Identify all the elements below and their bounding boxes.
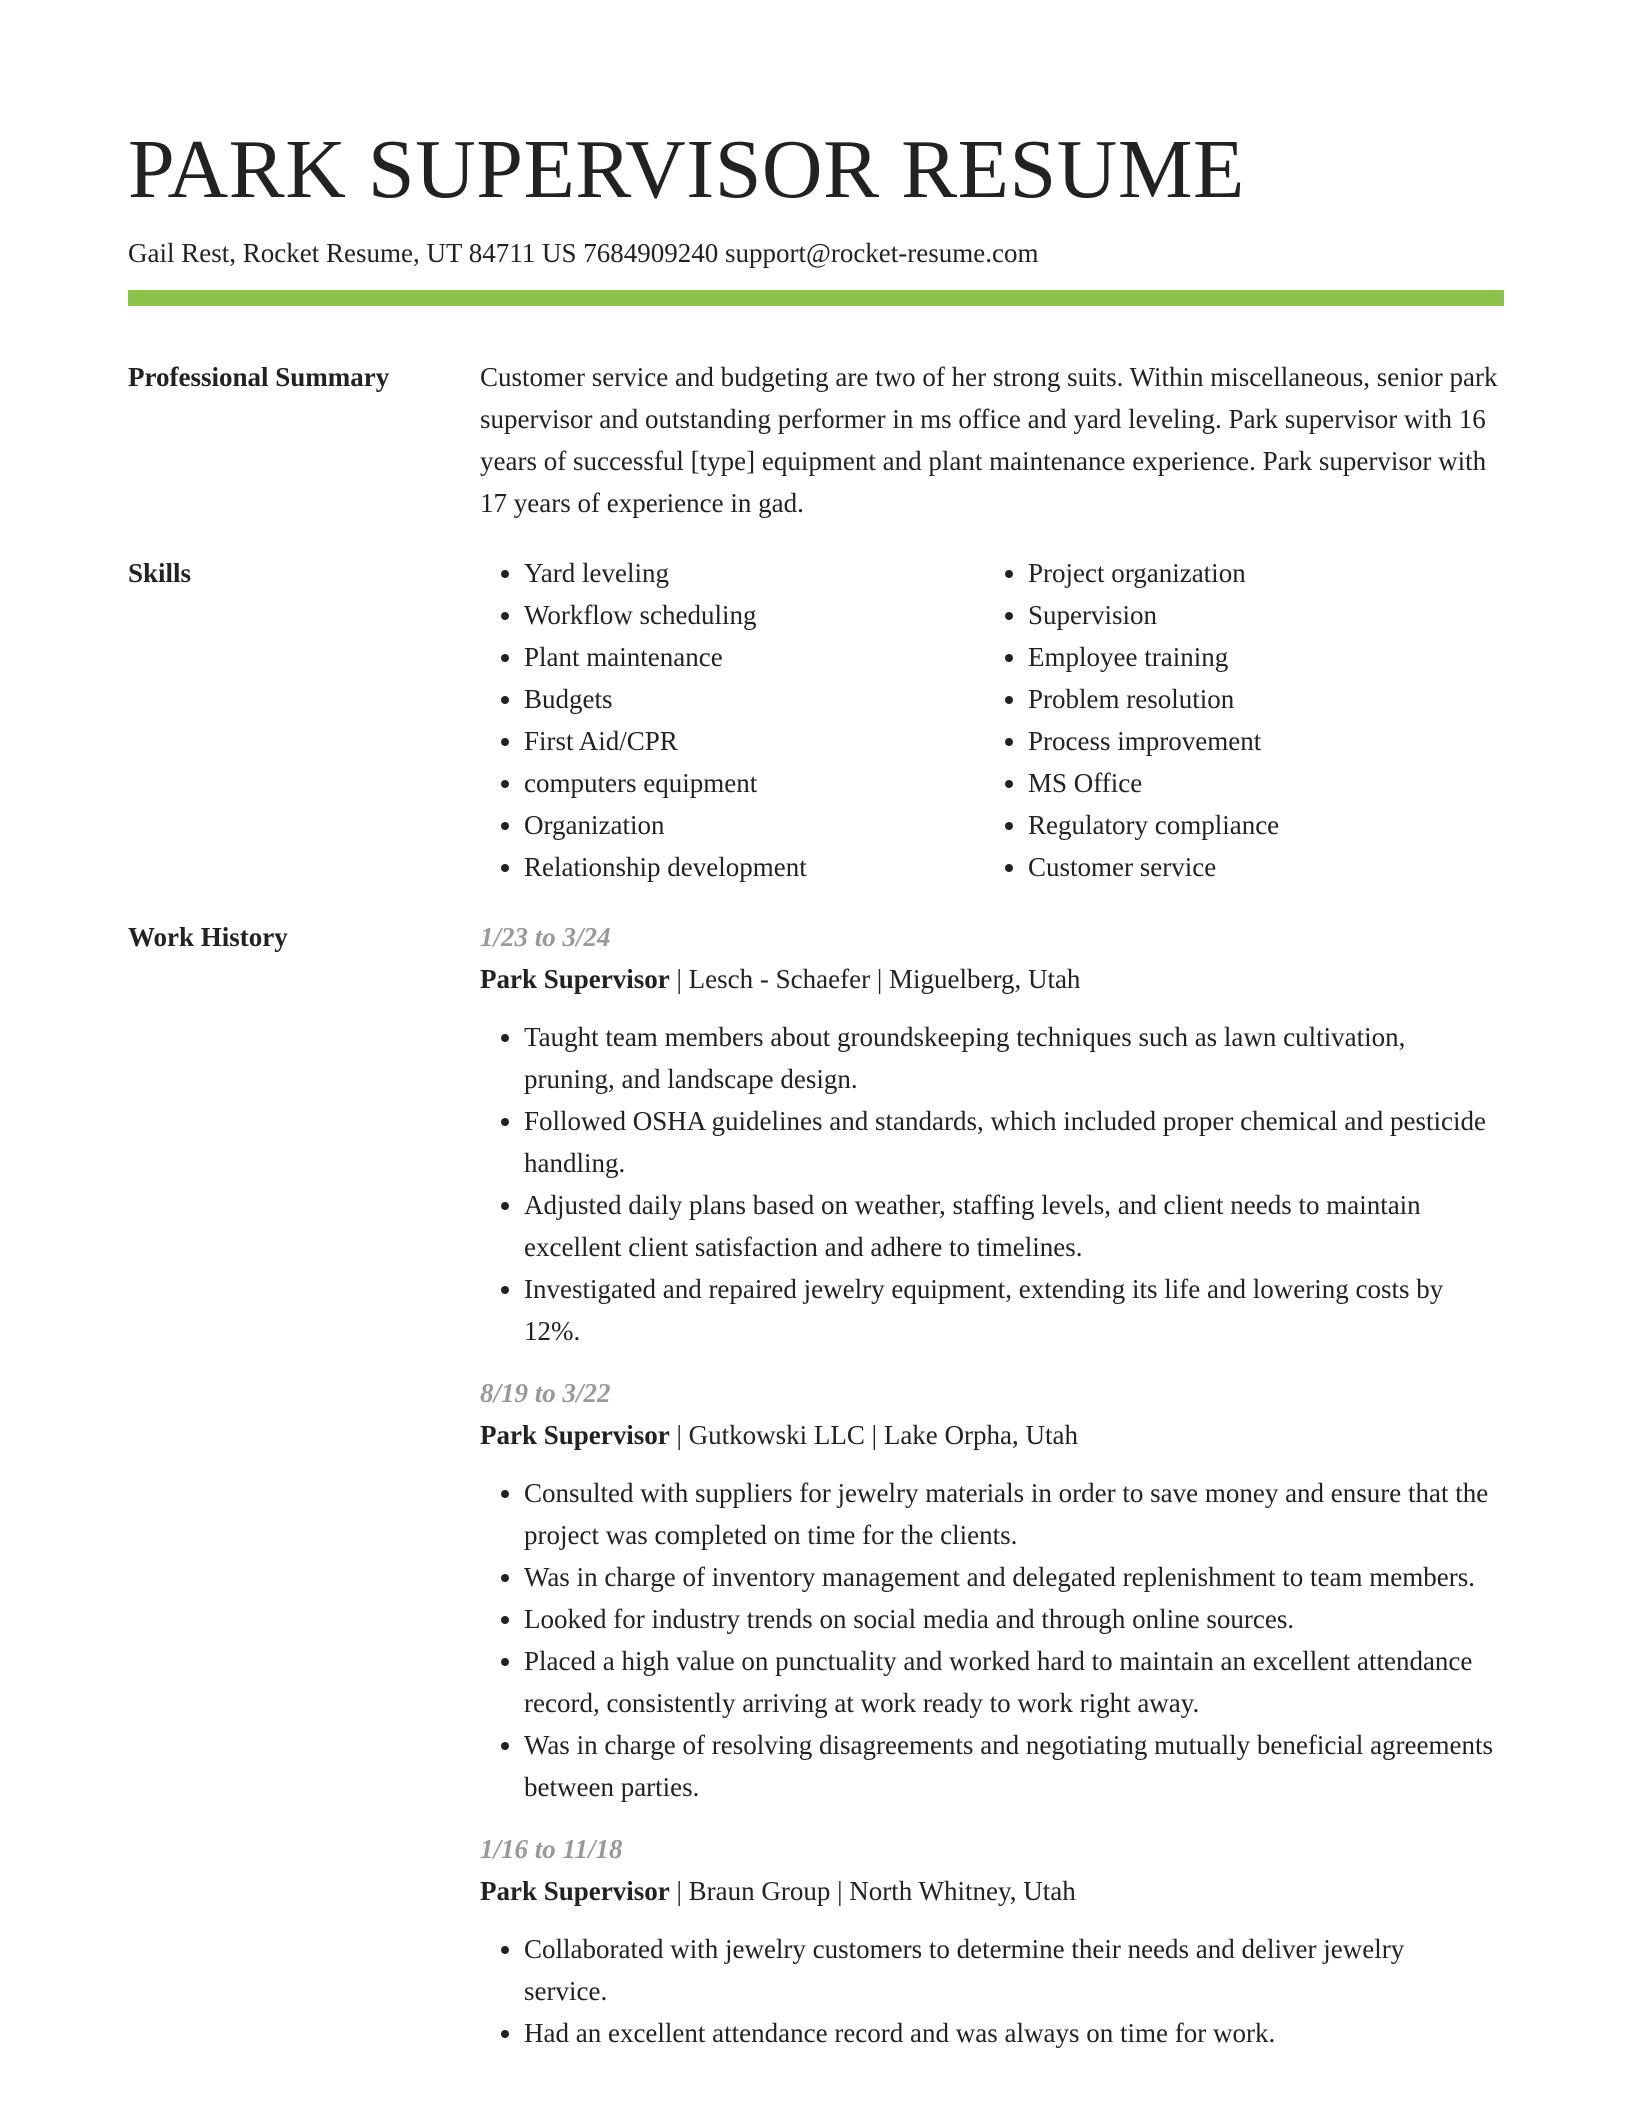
job-heading bbox=[480, 1870, 1504, 1912]
summary-text: Customer service and budgeting are two of her strong suits. Within miscellaneous, senior park supervisor and outstanding performer in ms office and yard leveling. Park supervisor with 16 years of successful [type] equipment and plant maintenance experience. Park supervisor with 17 years of experience in gad. bbox=[480, 362, 1498, 518]
job-dates: 1/16 to 11/18 bbox=[480, 1834, 623, 1864]
work-history-section bbox=[128, 916, 1504, 2074]
job-bullet: • Had an excellent attendance record and was always on time for work. bbox=[524, 2012, 1504, 2054]
skills-list-left bbox=[480, 552, 984, 888]
job-entry bbox=[480, 1372, 1504, 1808]
skill-item: • Process improvement bbox=[1028, 720, 1488, 762]
job-details: | Braun Group | North Whitney, Utah bbox=[669, 1876, 1076, 1906]
job-bullet: • Collaborated with jewelry customers to determine their needs and deliver jewelry service. bbox=[524, 1928, 1504, 2012]
skill-item: • Regulatory compliance bbox=[1028, 804, 1488, 846]
job-bullet: • Adjusted daily plans based on weather, staffing levels, and client needs to maintain excellent client satisfaction and adhere to timelines. bbox=[524, 1184, 1504, 1268]
skill-item: • Workflow scheduling bbox=[524, 594, 984, 636]
job-bullets bbox=[480, 1016, 1504, 1352]
skill-item: • Problem resolution bbox=[1028, 678, 1488, 720]
skill-item: • Plant maintenance bbox=[524, 636, 984, 678]
section-label-summary: Professional Summary bbox=[128, 362, 390, 392]
job-role: Park Supervisor bbox=[480, 964, 670, 994]
job-bullets bbox=[480, 1472, 1504, 1808]
section-label-skills: Skills bbox=[128, 558, 192, 588]
skills-list-right bbox=[984, 552, 1488, 888]
skill-item: • Organization bbox=[524, 804, 984, 846]
job-bullet: • Looked for industry trends on social media and through online sources. bbox=[524, 1598, 1504, 1640]
job-bullets bbox=[480, 1928, 1504, 2054]
job-bullet: • Taught team members about groundskeeping techniques such as lawn cultivation, pruning, and landscape design. bbox=[524, 1016, 1504, 1100]
job-role: Park Supervisor bbox=[480, 1420, 670, 1450]
job-dates: 1/23 to 3/24 bbox=[480, 922, 611, 952]
resume-page bbox=[128, 0, 1504, 2074]
job-role: Park Supervisor bbox=[480, 1876, 670, 1906]
skill-item: • Project organization bbox=[1028, 552, 1488, 594]
header-divider bbox=[128, 290, 1504, 306]
job-bullet: • Was in charge of inventory management and delegated replenishment to team members. bbox=[524, 1556, 1504, 1598]
job-bullet: • Was in charge of resolving disagreements and negotiating mutually beneficial agreements between parties. bbox=[524, 1724, 1504, 1808]
skill-item: • Supervision bbox=[1028, 594, 1488, 636]
job-heading bbox=[480, 958, 1504, 1000]
job-heading bbox=[480, 1414, 1504, 1456]
skill-item: • MS Office bbox=[1028, 762, 1488, 804]
skills-section bbox=[128, 552, 1504, 888]
skill-item: • Customer service bbox=[1028, 846, 1488, 888]
job-bullet: • Placed a high value on punctuality and worked hard to maintain an excellent attendance record, consistently arriving at work ready to work right away. bbox=[524, 1640, 1504, 1724]
skill-item: • Budgets bbox=[524, 678, 984, 720]
skill-item: • Relationship development bbox=[524, 846, 984, 888]
section-label-work-history: Work History bbox=[128, 922, 288, 952]
skill-item: • computers equipment bbox=[524, 762, 984, 804]
skill-item: • Employee training bbox=[1028, 636, 1488, 678]
job-bullet: • Consulted with suppliers for jewelry materials in order to save money and ensure that the project was completed on time for the clients. bbox=[524, 1472, 1504, 1556]
job-bullet: • Investigated and repaired jewelry equipment, extending its life and lowering costs by 12%. bbox=[524, 1268, 1504, 1352]
job-entry bbox=[480, 1828, 1504, 2054]
job-details: | Gutkowski LLC | Lake Orpha, Utah bbox=[669, 1420, 1078, 1450]
skill-item: • First Aid/CPR bbox=[524, 720, 984, 762]
job-entry bbox=[480, 916, 1504, 1352]
summary-section bbox=[128, 356, 1504, 524]
job-bullet: • Followed OSHA guidelines and standards, which included proper chemical and pesticide handling. bbox=[524, 1100, 1504, 1184]
resume-title: PARK SUPERVISOR RESUME bbox=[128, 123, 1245, 216]
contact-line: Gail Rest, Rocket Resume, UT 84711 US 7684909240 support@rocket-resume.com bbox=[128, 238, 1039, 268]
skill-item: • Yard leveling bbox=[524, 552, 984, 594]
job-details: | Lesch - Schaefer | Miguelberg, Utah bbox=[669, 964, 1081, 994]
job-dates: 8/19 to 3/22 bbox=[480, 1378, 611, 1408]
